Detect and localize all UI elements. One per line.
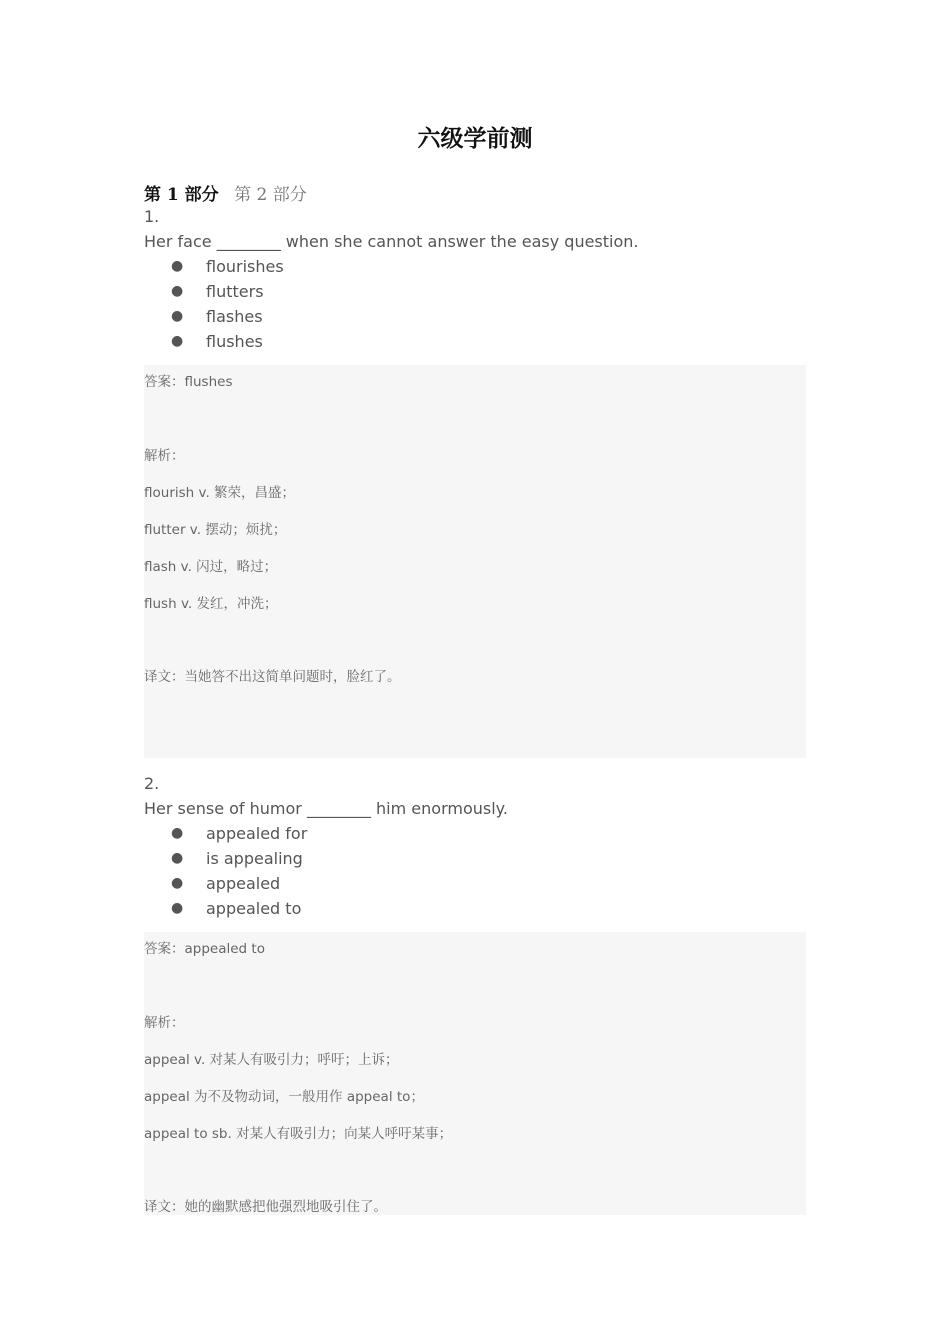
- analysis-label: 解析：: [144, 448, 185, 464]
- option-item[interactable]: [144, 279, 806, 304]
- answer-line: [144, 370, 233, 390]
- answer-panel-2: [144, 932, 806, 1215]
- analysis-meaning: 为不及物动词，一般用作: [189, 1089, 347, 1105]
- answer-label: 答案：: [144, 941, 185, 957]
- option-list: [144, 254, 806, 354]
- question-text: Her sense of humor ________ him enormously.: [144, 799, 508, 818]
- option-item[interactable]: [144, 821, 806, 846]
- option-item[interactable]: [144, 329, 806, 354]
- option-label: flushes: [206, 332, 263, 351]
- analysis-line: [144, 592, 277, 612]
- option-item[interactable]: [144, 846, 806, 871]
- analysis-term: flush v.: [144, 596, 193, 612]
- answer-panel-1: [144, 365, 806, 758]
- analysis-meaning: 发红，冲洗；: [192, 596, 278, 612]
- analysis-term: appeal to: [346, 1089, 411, 1105]
- bullet-icon: ●: [171, 900, 184, 916]
- option-item[interactable]: [144, 254, 806, 279]
- analysis-term: appeal to sb.: [144, 1126, 232, 1142]
- answer-value: appealed to: [184, 941, 265, 957]
- analysis-line: [144, 481, 295, 501]
- analysis-term: flourish v.: [144, 485, 210, 501]
- option-label: appealed: [206, 874, 281, 893]
- analysis-meaning: 摆动；烦扰；: [201, 522, 287, 538]
- analysis-line: [144, 1085, 424, 1105]
- option-label: flourishes: [206, 257, 284, 276]
- bullet-icon: ●: [171, 850, 184, 866]
- section-tabs: [144, 180, 307, 205]
- analysis-line: [144, 1048, 399, 1068]
- analysis-meaning: 对某人有吸引力；向某人呼吁某事；: [231, 1126, 453, 1142]
- answer-label: 答案：: [144, 374, 185, 390]
- translation: 译文：当她答不出这简单问题时，脸红了。: [144, 669, 401, 685]
- question-number: 1.: [144, 207, 160, 226]
- analysis-line: [144, 555, 277, 575]
- bullet-icon: ●: [171, 258, 184, 274]
- analysis-meaning: 繁荣，昌盛；: [209, 485, 296, 501]
- analysis-term: appeal v.: [144, 1052, 206, 1068]
- analysis-meaning: ；: [410, 1089, 424, 1105]
- question-2: [144, 771, 806, 921]
- analysis-term: appeal: [144, 1089, 190, 1105]
- bullet-icon: ●: [171, 825, 184, 841]
- question-1: [144, 204, 806, 354]
- bullet-icon: ●: [171, 875, 184, 891]
- option-label: flutters: [206, 282, 264, 301]
- answer-line: [144, 937, 265, 957]
- analysis-line: [144, 518, 286, 538]
- analysis-meaning: 对某人有吸引力；呼吁；上诉；: [205, 1052, 399, 1068]
- tab-part-1[interactable]: 第 1 部分: [144, 185, 219, 205]
- question-text: Her face ________ when she cannot answer the easy question.: [144, 232, 639, 251]
- analysis-line: [144, 1122, 452, 1142]
- tab-part-2[interactable]: 第 2 部分: [234, 185, 307, 205]
- bullet-icon: ●: [171, 333, 184, 349]
- bullet-icon: ●: [171, 308, 184, 324]
- option-item[interactable]: [144, 871, 806, 896]
- option-label: flashes: [206, 307, 263, 326]
- bullet-icon: ●: [171, 283, 184, 299]
- analysis-label: 解析：: [144, 1015, 185, 1031]
- option-list: [144, 821, 806, 921]
- option-label: appealed to: [206, 899, 302, 918]
- page-title: 六级学前测: [417, 125, 533, 152]
- answer-value: flushes: [184, 374, 233, 390]
- translation: 译文：她的幽默感把他强烈地吸引住了。: [144, 1199, 387, 1215]
- question-number: 2.: [144, 774, 160, 793]
- option-label: appealed for: [206, 824, 308, 843]
- analysis-meaning: 闪过，略过；: [191, 559, 278, 575]
- analysis-term: flutter v.: [144, 522, 202, 538]
- option-label: is appealing: [206, 849, 303, 868]
- analysis-term: flash v.: [144, 559, 192, 575]
- option-item[interactable]: [144, 304, 806, 329]
- option-item[interactable]: [144, 896, 806, 921]
